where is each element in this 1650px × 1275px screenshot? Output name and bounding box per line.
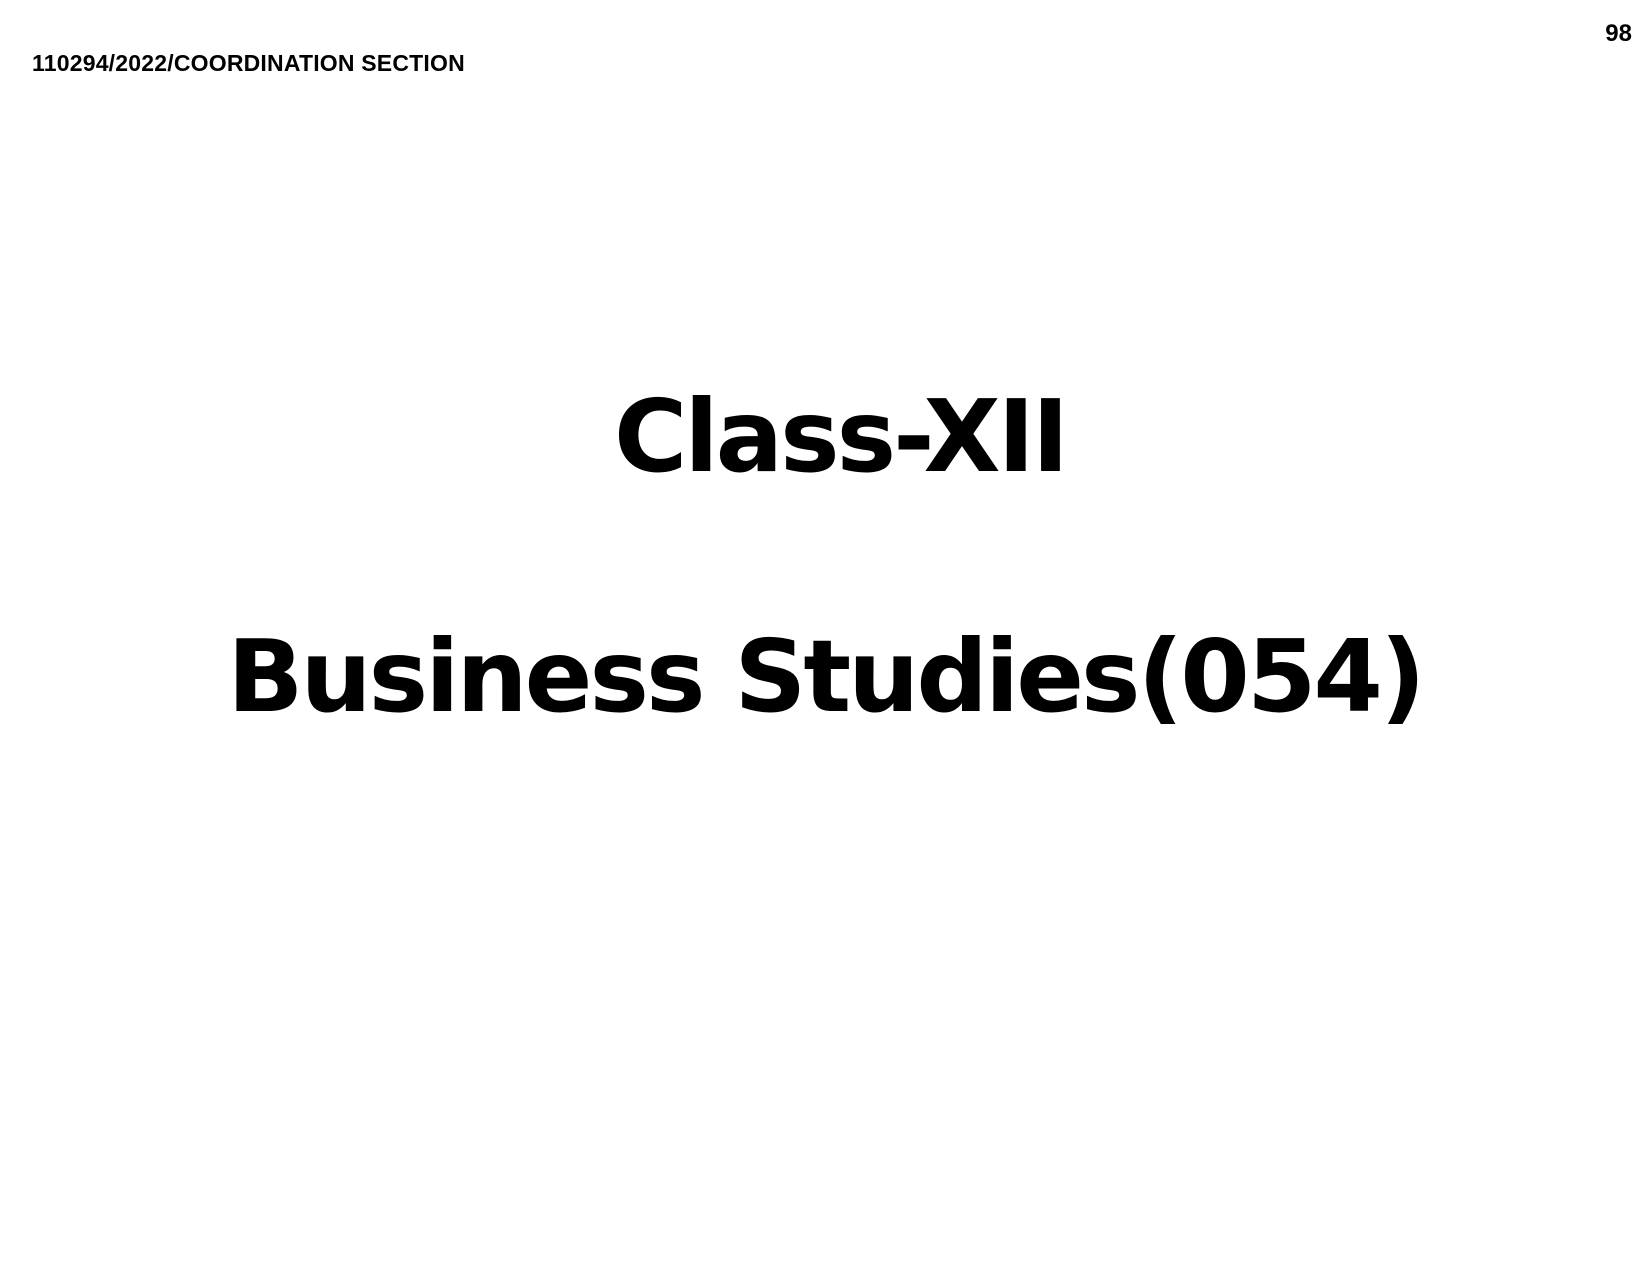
class-title: Class-XII	[613, 378, 1067, 495]
page-number: 98	[1605, 20, 1632, 47]
document-reference: 110294/2022/COORDINATION SECTION	[32, 50, 465, 76]
subject-title: Business Studies(054)	[227, 618, 1423, 735]
